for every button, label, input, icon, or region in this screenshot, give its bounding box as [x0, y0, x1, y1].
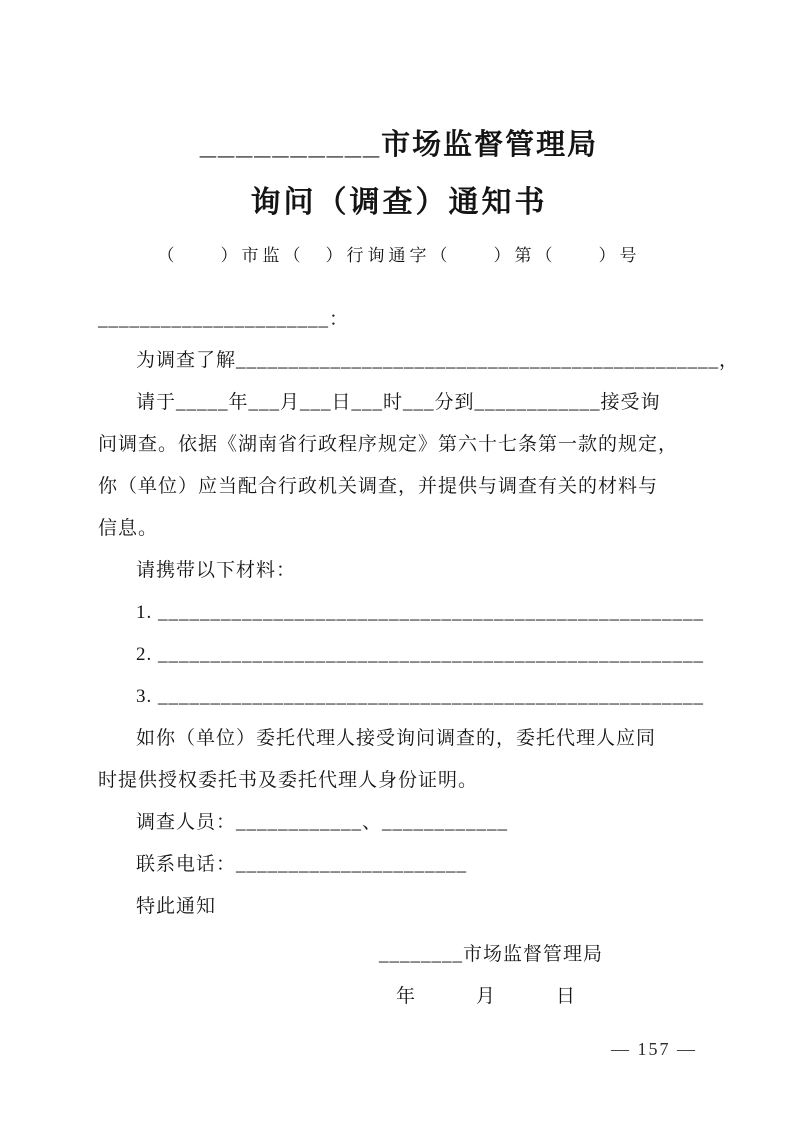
page-number: — 157 —: [611, 1039, 697, 1059]
issuing-authority-title: __________市场监督管理局: [199, 129, 599, 161]
contact-phone-line: 联系电话：______________________: [136, 854, 468, 875]
signature-date-line: 年 月 日: [395, 986, 576, 1007]
material-item-1: 1. ____________________________________________________: [136, 602, 704, 623]
addressee-line: ______________________：: [98, 309, 350, 330]
material-item-3: 3. ____________________________________________________: [136, 686, 704, 707]
notice-body: [98, 340, 740, 928]
material-item-2: 2. ____________________________________________________: [136, 644, 704, 665]
investigators-line: 调查人员：____________、____________: [136, 812, 509, 833]
notice-title: 询问（调查）通知书: [250, 186, 548, 219]
agent-clause-line: 如你（单位）委托代理人接受询问调查的，委托代理人应同: [136, 728, 657, 749]
cooperation-clause-line: 你（单位）应当配合行政机关调查，并提供与调查有关的材料与: [98, 476, 659, 497]
materials-heading: 请携带以下材料：: [136, 560, 297, 581]
datetime-location-line: 请于_____年___月___日___时___分到____________接受询: [136, 392, 661, 413]
purpose-line: 为调查了解______________________________________________，: [136, 350, 740, 371]
agent-clause-end: 时提供授权委托书及委托代理人身份证明。: [98, 770, 479, 791]
signature-authority-line: ________市场监督管理局: [378, 944, 603, 965]
document-reference-number: （ ）市监（ ）行询通字（ ）第（ ）号: [157, 246, 641, 265]
cooperation-clause-end: 信息。: [98, 518, 159, 539]
legal-basis-line: 问调查。依据《湖南省行政程序规定》第六十七条第一款的规定，: [98, 434, 679, 455]
closing-notice-line: 特此通知: [136, 896, 217, 917]
